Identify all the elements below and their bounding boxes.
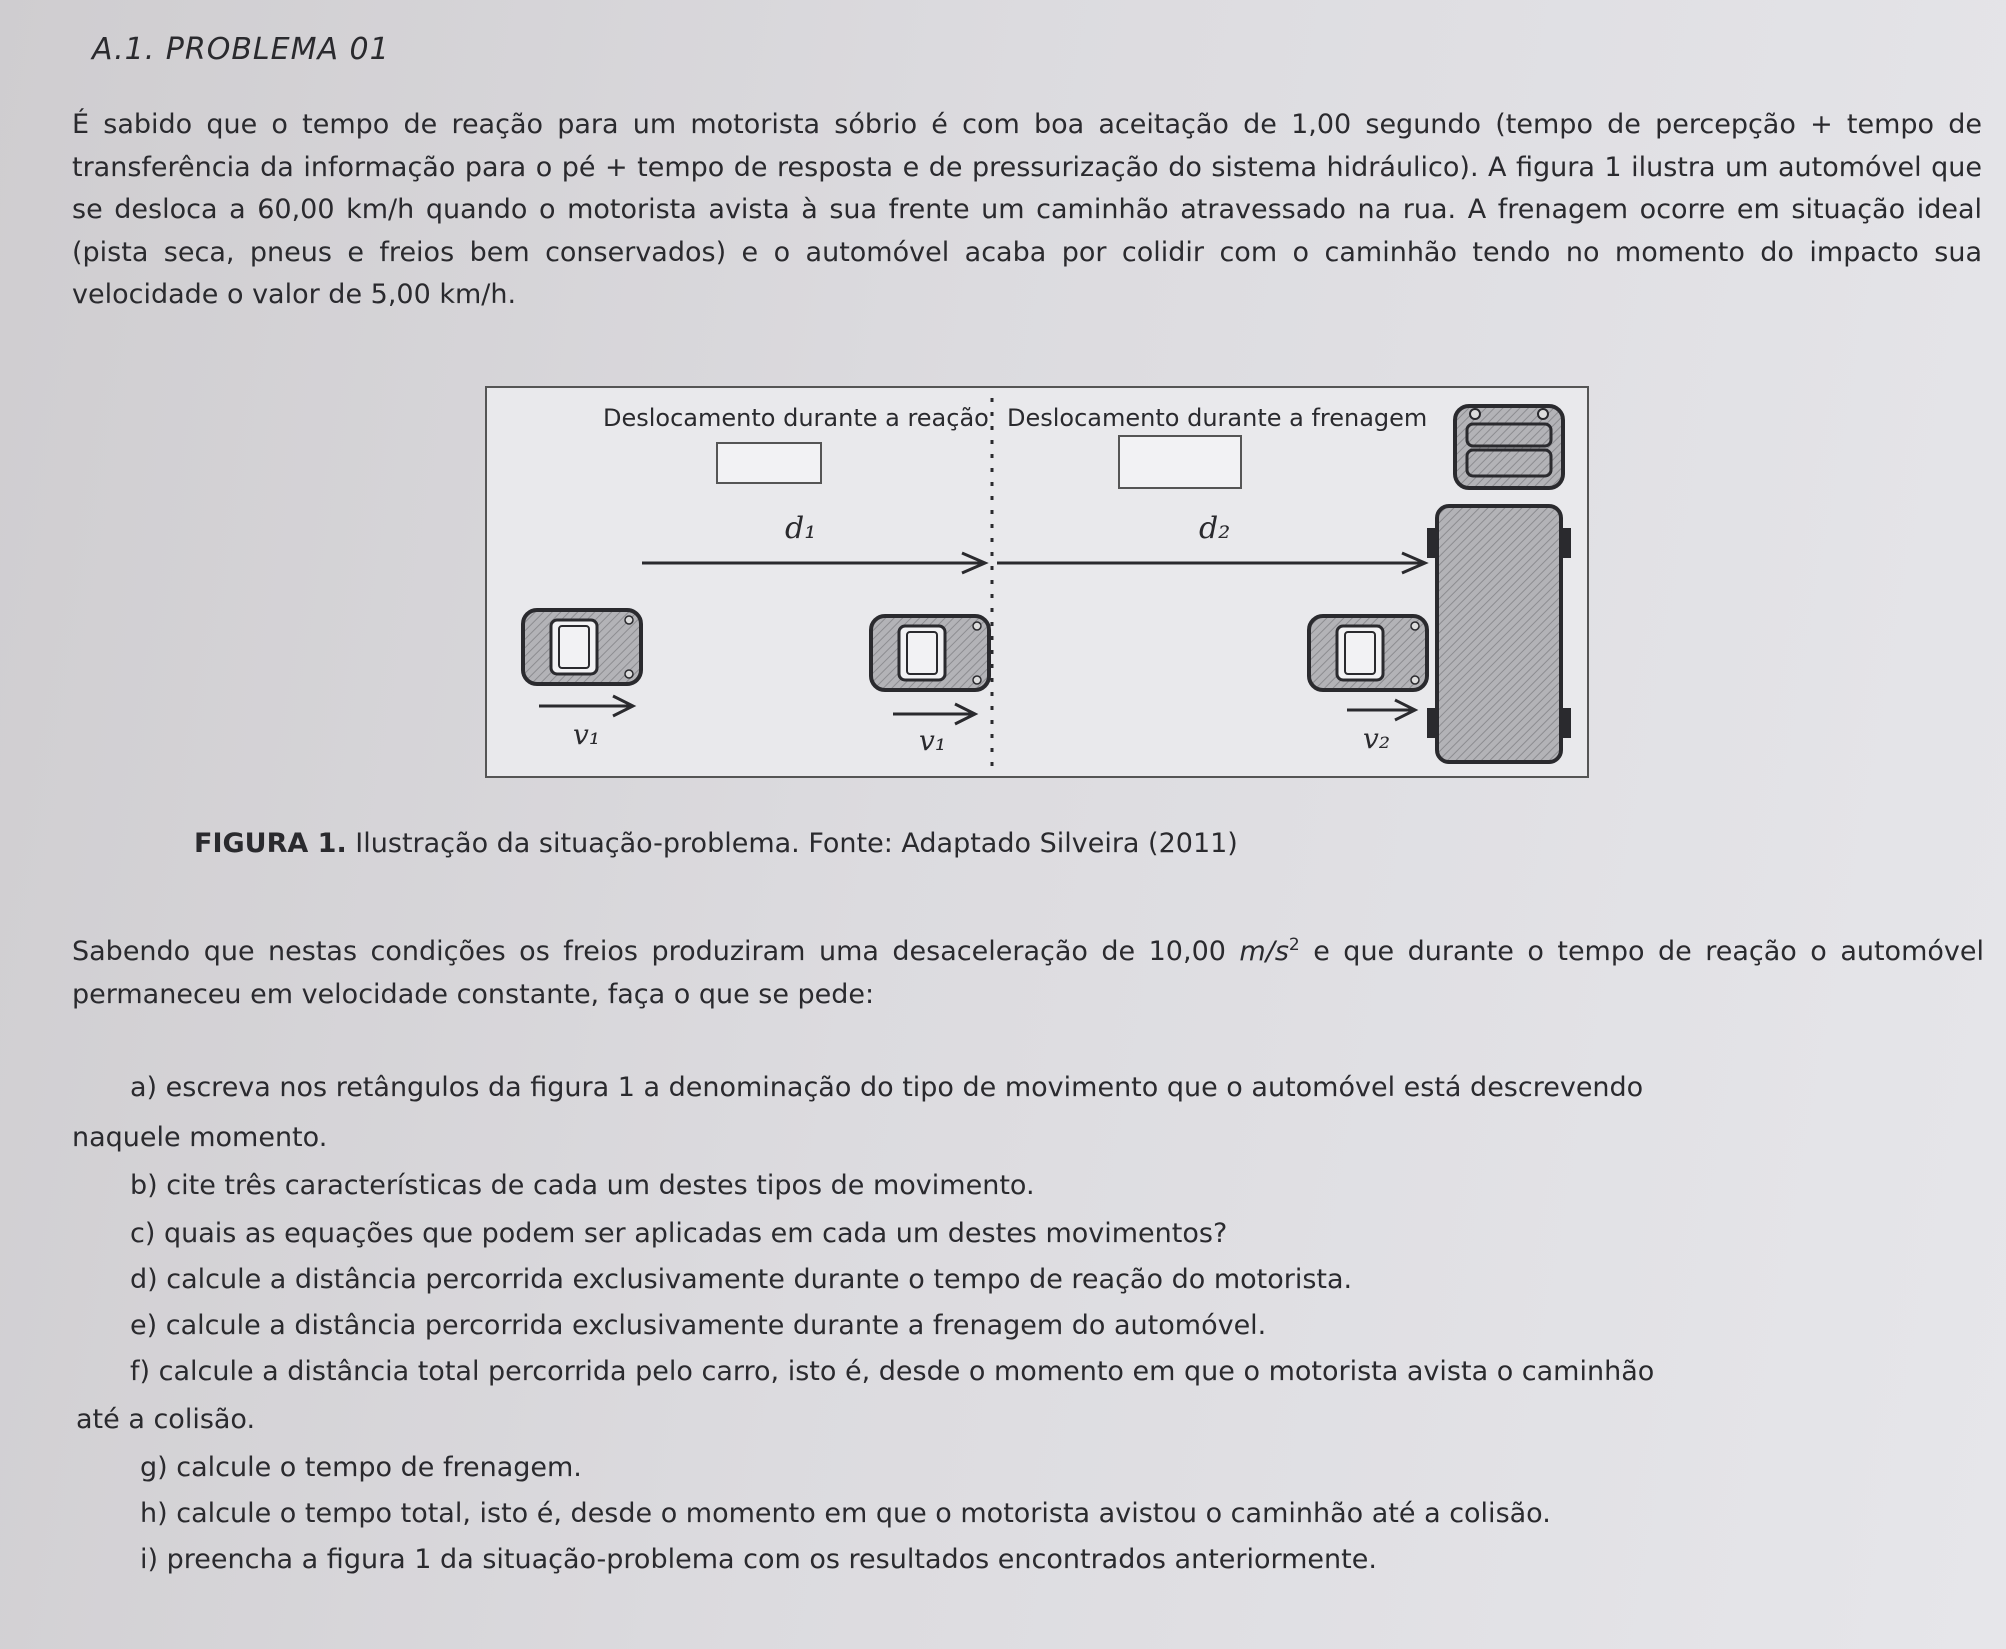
question-h: h) calcule o tempo total, isto é, desde o momento em que o motorista avistou o caminhão até a colisão. [140,1498,1551,1529]
body2-text-after: e que durante o tempo de reação o automóvel permaneceu em velocidade constante, faça o que se pede: [72,936,1984,1010]
question-g: g) calcule o tempo de frenagem. [140,1452,582,1483]
v2-label: v₂ [1363,722,1391,755]
question-e: e) calcule a distância percorrida exclusivamente durante a frenagem do automóvel. [130,1310,1267,1341]
question-d: d) calcule a distância percorrida exclusivamente durante o tempo de reação do motorista. [130,1264,1353,1295]
unit-exponent: 2 [1288,935,1300,955]
car-icon-middle [871,616,989,690]
acceleration-unit: m/s [1239,936,1289,967]
car-icon-start [523,610,641,684]
question-f: f) calcule a distância total percorrida pelo carro, isto é, desde o momento em que o motorista avista o caminhão [130,1356,1655,1387]
intro-paragraph: É sabido que o tempo de reação para um motorista sóbrio é com boa aceitação de 1,00 segundo (tempo de percepção + tempo de transferência da informação para o pé + tempo de resposta e de pressurização do sistema hidráulico). A figura 1 ilustra um automóvel que se desloca a 60,00 km/h quando o motorista avista à sua frente um caminhão atravessado na rua. A frenagem ocorre em situação ideal (pista seca, pneus e freios bem conservados) e o automóvel acaba por colidir com o caminhão tendo no momento do impacto sua velocidade o valor de 5,00 km/h. [72,109,1982,310]
answer-box-reaction [717,443,821,483]
v1-label-start: v₁ [573,718,601,751]
car-icon-impact [1309,616,1427,690]
caption-text: Ilustração da situação-problema. Fonte: Adaptado Silveira (2011) [346,828,1238,859]
figure-1 [485,386,1589,778]
question-a-continuation: naquele momento. [72,1122,328,1153]
truck-icon [1427,406,1571,762]
v1-label-middle: v₁ [919,724,947,757]
label-braking: Deslocamento durante a frenagem [1007,404,1428,432]
caption-label: FIGURA 1. [194,828,347,859]
d1-label: d₁ [785,511,817,546]
problem-heading: A.1. PROBLEMA 01 [92,32,390,67]
d2-label: d₂ [1199,511,1231,546]
figure-caption [194,828,1238,859]
question-i: i) preencha a figura 1 da situação-problema com os resultados encontrados anteriormente. [140,1544,1377,1575]
question-a: a) escreva nos retângulos da figura 1 a denominação do tipo de movimento que o automóvel está descrevendo [130,1072,1644,1103]
body2-text-before: Sabendo que nestas condições os freios produziram uma desaceleração de 10,00 [72,936,1240,967]
question-b: b) cite três características de cada um destes tipos de movimento. [130,1170,1035,1201]
given-data-paragraph [72,924,1984,1016]
answer-box-braking [1119,436,1241,488]
question-f-continuation: até a colisão. [76,1404,256,1435]
label-reaction: Deslocamento durante a reação [603,404,989,432]
question-c: c) quais as equações que podem ser aplicadas em cada um destes movimentos? [130,1218,1228,1249]
figure-illustration [487,388,1587,776]
